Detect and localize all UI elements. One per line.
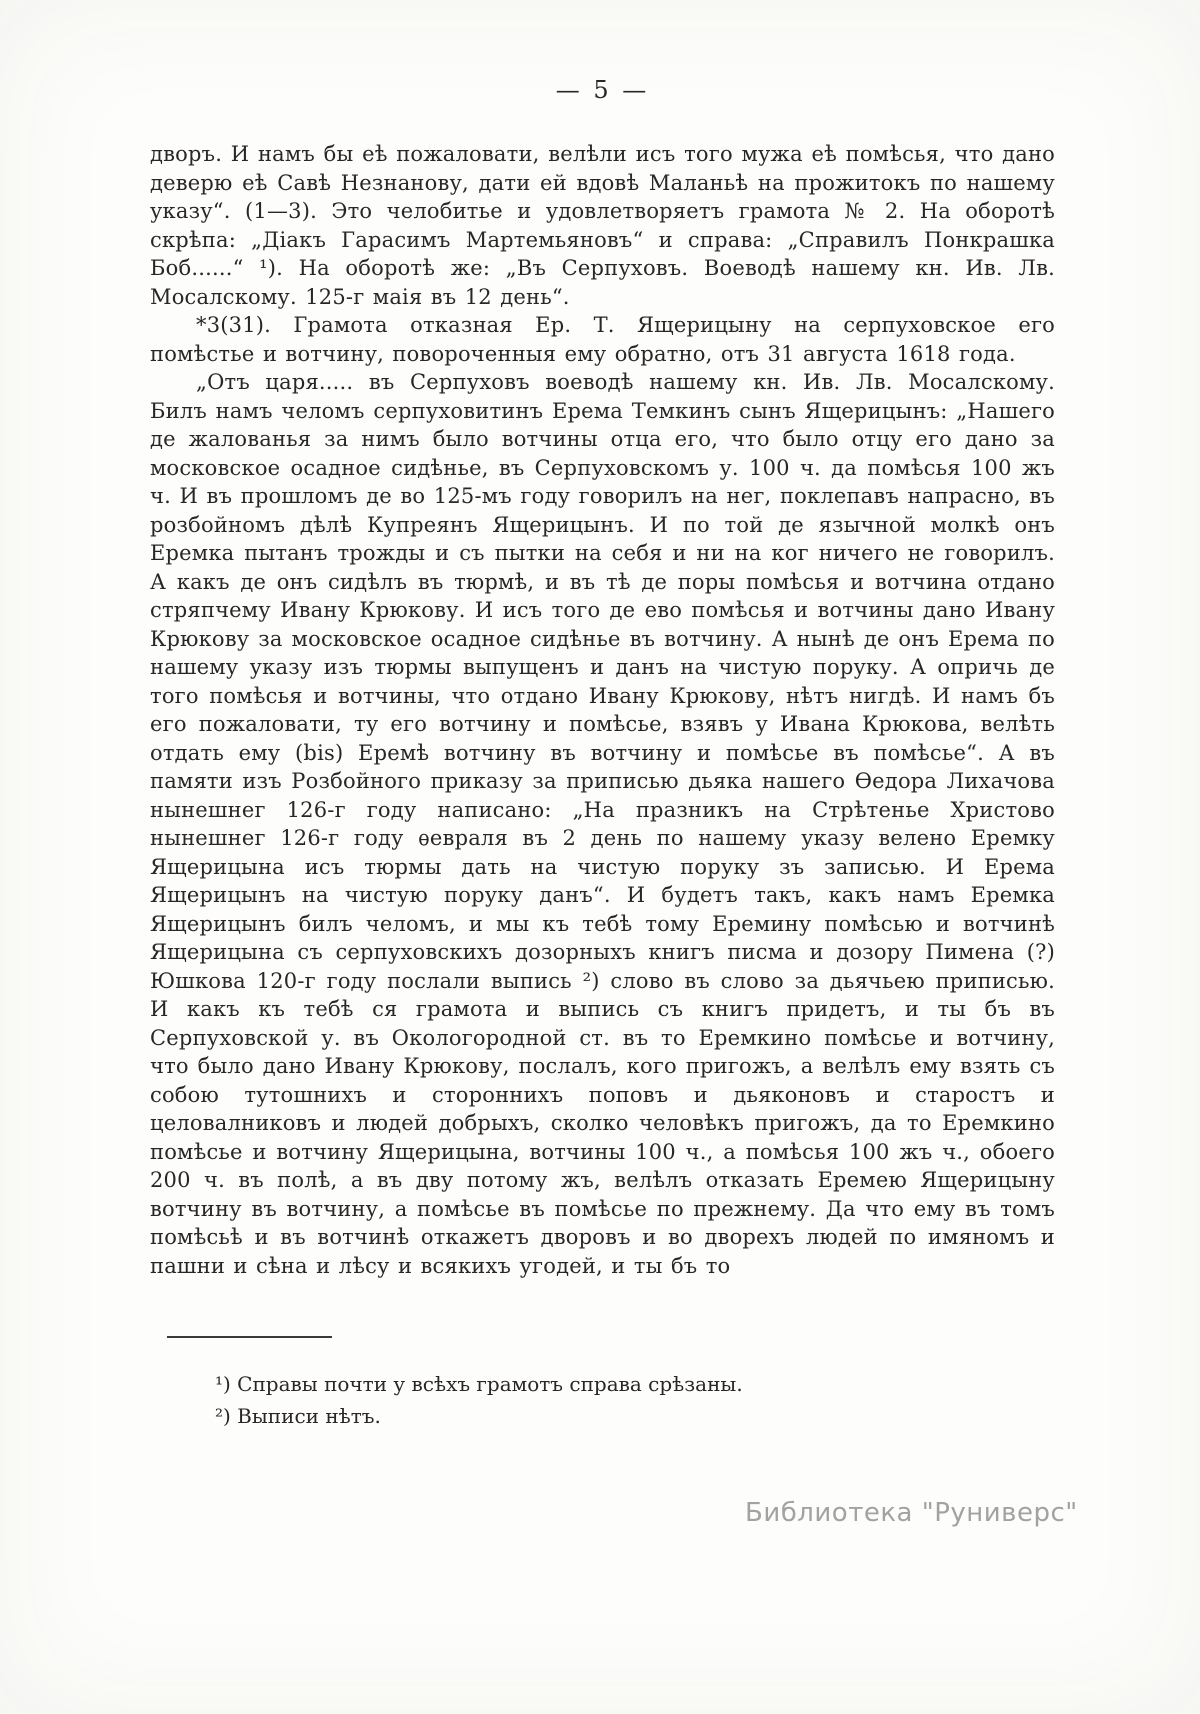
footnotes (215, 1368, 1055, 1432)
footnote-2: ²) Выписи нѣтъ. (215, 1404, 381, 1428)
footnote-1: ¹) Справы почти у всѣхъ грамотъ справа срѣзаны. (215, 1372, 743, 1396)
page-number: — 5 — (555, 76, 650, 104)
paragraph-charter-heading: *3(31). Грамота отказная Ер. Т. Ящерицыну на серпуховское его помѣстье и вотчину, повороченныя ему обратно, отъ 31 августа 1618 года. (150, 313, 1055, 366)
library-watermark: Библиотека "Руниверс" (745, 1498, 1078, 1528)
footnote-divider (167, 1336, 332, 1338)
paragraph-continuation: дворъ. И намъ бы еѣ пожаловати, велѣли исъ того мужа еѣ помѣсья, что дано деверю еѣ Савѣ Незнанову, дати ей вдовѣ Маланьѣ на прожитокъ по нашему указу“. (1—3). Это челобитье и удовлетворяетъ грамота № 2. На оборотѣ скрѣпа: „Діакъ Гарасимъ Мартемьяновъ“ и справа: „Справилъ Понкрашка Боб......“ ¹). На оборотѣ же: „Въ Серпуховъ. Воеводѣ нашему кн. Ив. Лв. Мосалскому. 125-г маія въ 12 день“. (150, 142, 1055, 309)
page-body (150, 140, 1055, 1280)
paragraph-charter-text: „Отъ царя..... въ Серпуховъ воеводѣ нашему кн. Ив. Лв. Мосалскому. Билъ намъ челомъ серпуховитинъ Ерема Темкинъ сынъ Ящерицынъ: „Нашего де жалованья за нимъ было вотчины отца его, что было отцу его дано за московское осадное сидѣнье, въ Серпуховскомъ у. 100 ч. да помѣсья 100 жъ ч. И въ прошломъ де во 125-мъ году говорилъ на нег, поклепавъ напрасно, въ розбойномъ дѣлѣ Купреянъ Ящерицынъ. И по той де язычной молкѣ онъ Еремка пытанъ трожды и съ пытки на себя и ни на ког ничего не говорилъ. А какъ де онъ сидѣлъ въ тюрмѣ, и въ тѣ де поры помѣсья и вотчина отдано стряпчему Ивану Крюкову. И исъ того де ево помѣсья и вотчины дано Ивану Крюкову за московское осадное сидѣнье въ вотчину. А нынѣ де онъ Ерема по нашему указу изъ тюрмы выпущенъ и данъ на чистую поруку. А опричь де того помѣсья и вотчины, что отдано Ивану Крюкову, нѣтъ нигдѣ. И намъ бъ его пожаловати, ту его вотчину и помѣсье, взявъ у Ивана Крюкова, велѣть отдать ему (bis) Еремѣ вотчину въ вотчину и помѣсье въ помѣсье“. А въ памяти изъ Розбойного приказу за приписью дьяка нашего Ѳедора Лихачова нынешнег 126-г году написано: „На празникъ на Стрѣтенье Христово нынешнег 126-г году ѳевраля въ 2 день по нашему указу велено Еремку Ящерицына исъ тюрмы дать на чистую поруку зъ записью. И Ерема Ящерицынъ на чистую поруку данъ“. И будетъ такъ, какъ намъ Еремка Ящерицынъ билъ челомъ, и мы къ тебѣ тому Еремину помѣсью и вотчинѣ Ящерицына съ серпуховскихъ дозорныхъ книгъ писма и дозору Пимена (?) Юшкова 120-г году послали выпись ²) слово въ слово за дьячьею приписью. И какъ къ тебѣ ся грамота и выпись съ книгъ придетъ, и ты бъ въ Серпуховской у. въ Окологородной ст. въ то Еремкино помѣсье и вотчину, что было дано Ивану Крюкову, послалъ, кого пригожъ, а велѣлъ ему взять съ собою тутошнихъ и стороннихъ поповъ и дьяконовъ и старостъ и целовалниковъ и людей добрыхъ, сколко человѣкъ пригожъ, да то Еремкино помѣсье и вотчину Ящерицына, вотчины 100 ч., а помѣсья 100 жъ ч., обоего 200 ч. въ полѣ, а въ дву потому жъ, велѣлъ отказать Еремею Ящерицыну вотчину въ вотчину, а помѣсье въ помѣсье по прежнему. Да что ему въ томъ помѣсьѣ и въ вотчинѣ откажетъ дворовъ и во дворехъ людей по имяномъ и пашни и сѣна и лѣсу и всякихъ угодей, и ты бъ то (150, 370, 1055, 1278)
page-header (150, 76, 1055, 104)
